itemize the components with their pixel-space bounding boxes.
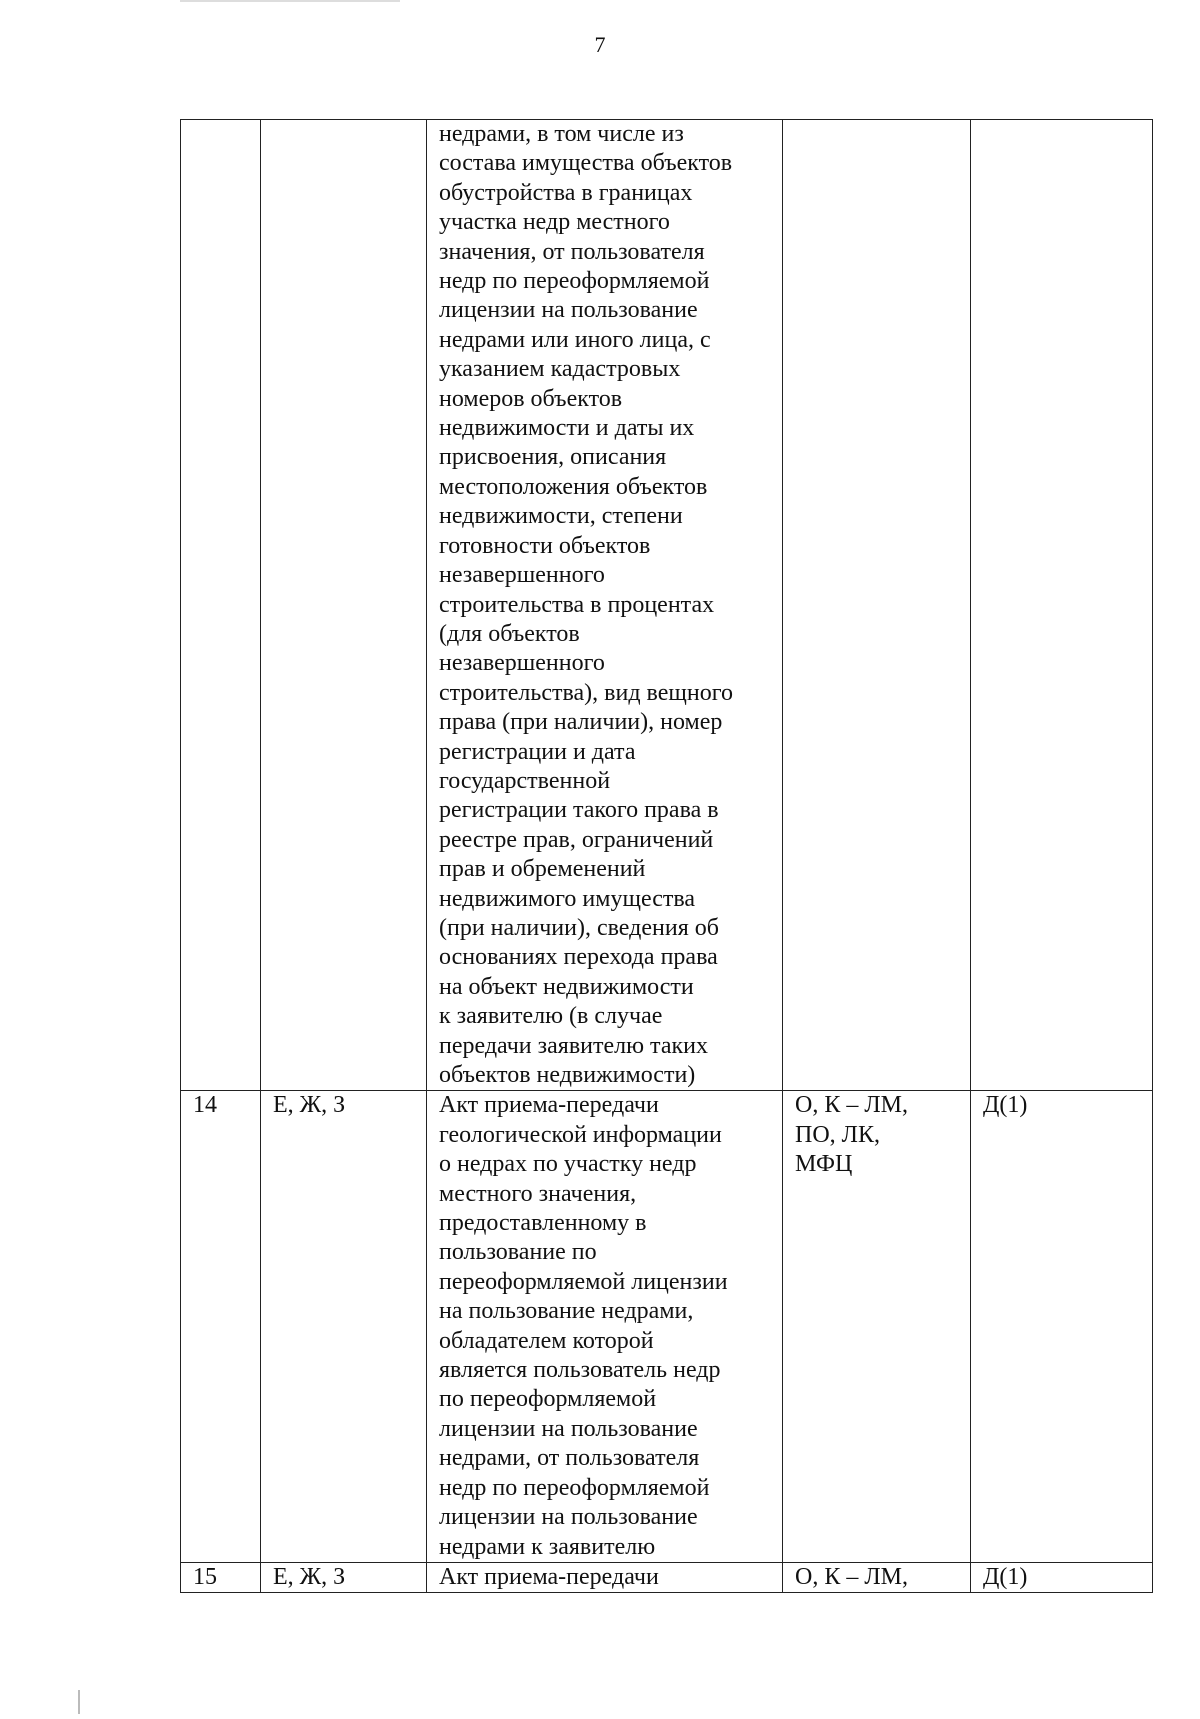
document-type-cell: Д(1) [971,1562,1153,1592]
document-table [180,119,1153,1593]
scan-artifact-top [180,0,400,2]
document-description-cell: Акт приема-передачи [427,1562,783,1592]
submission-channels-cell [783,120,971,1091]
table-row [181,1562,1153,1592]
cases-cell: Е, Ж, З [261,1091,427,1563]
table-row [181,120,1153,1091]
row-number-cell: 15 [181,1562,261,1592]
submission-channels-cell: О, К – ЛМ, ПО, ЛК, МФЦ [783,1091,971,1563]
table-row [181,1091,1153,1563]
row-number-cell [181,120,261,1091]
scan-artifact-bottom [78,1690,80,1714]
document-type-cell [971,120,1153,1091]
submission-channels-cell: О, К – ЛМ, [783,1562,971,1592]
page-number: 7 [594,32,606,57]
cases-cell: Е, Ж, З [261,1562,427,1592]
cases-cell [261,120,427,1091]
document-description-cell: Акт приема-передачи геологической информации о недрах по участку недр местного значения, предоставленному в пользование по переоформляемой лицензии на пользование недрами, обладателем которой является пользователь недр по переоформляемой лицензии на пользование недрами, от пользователя недр по переоформляемой лицензии на пользование недрами к заявителю [427,1091,783,1563]
document-description-cell: недрами, в том числе из состава имущества объектов обустройства в границах участка недр местного значения, от пользователя недр по переоформляемой лицензии на пользование недрами или иного лица, с указанием кадастровых номеров объектов недвижимости и даты их присвоения, описания местоположения объектов недвижимости, степени готовности объектов незавершенного строительства в процентах (для объектов незавершенного строительства), вид вещного права (при наличии), номер регистрации и дата государственной регистрации такого права в реестре прав, ограничений прав и обременений недвижимого имущества (при наличии), сведения об основаниях перехода права на объект недвижимости к заявителю (в случае передачи заявителю таких объектов недвижимости) [427,120,783,1091]
row-number-cell: 14 [181,1091,261,1563]
document-type-cell: Д(1) [971,1091,1153,1563]
